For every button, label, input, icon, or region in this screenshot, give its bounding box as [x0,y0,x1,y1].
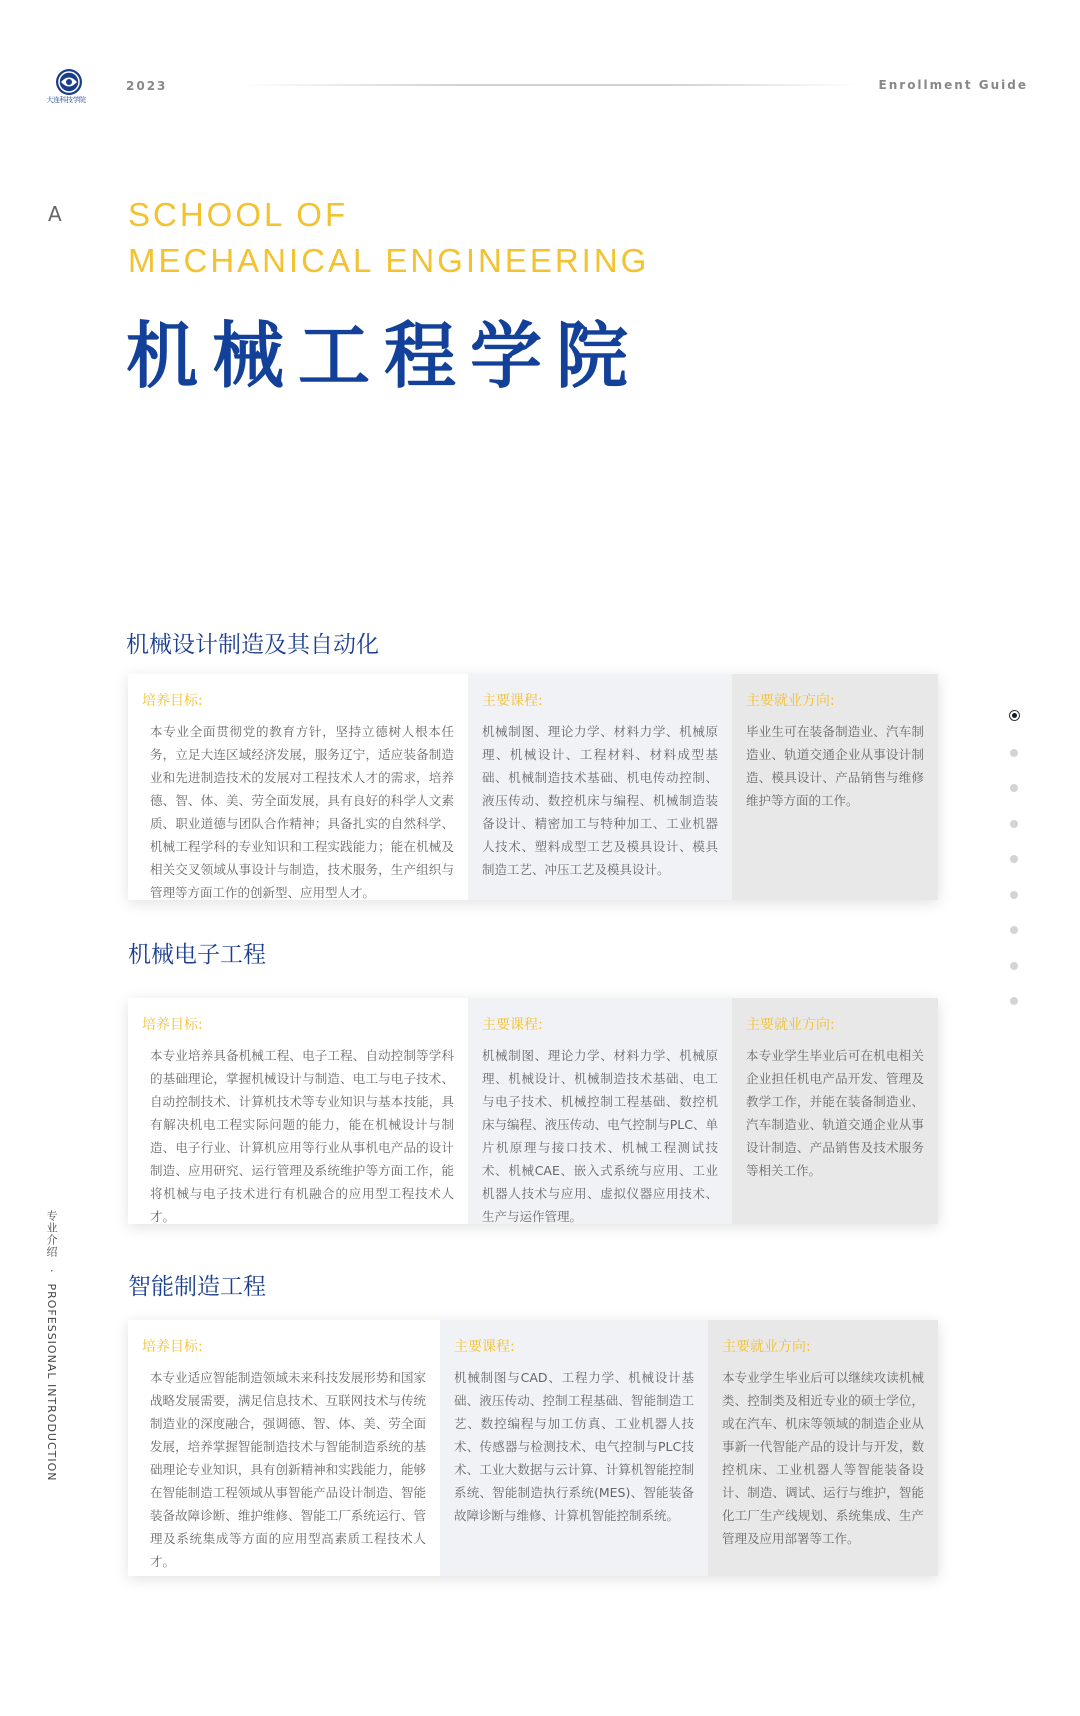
goal-text: 本专业适应智能制造领域未来科技发展形势和国家战略发展需要，满足信息技术、互联网技术与传统制造业的深度融合，强调德、智、体、美、劳全面发展，培养掌握智能制造技术与智能制造系统的基础理论专业知识，具有创新精神和实践能力，能够在智能制造工程领域从事智能产品设计制造、智能装备故障诊断、维护维修、智能工厂系统运行、管理及系统集成等方面的应用型高素质工程技术人才。 [150,1370,426,1569]
school-name-cn: 机械工程学院 [126,314,643,398]
school-name-en-line1: SCHOOL OF [128,196,349,233]
course-label: 主要课程: [454,1339,515,1355]
pager-dot[interactable] [1010,891,1018,899]
career-text: 毕业生可在装备制造业、汽车制造业、轨道交通企业从事设计制造、模具设计、产品销售与维修维护等方面的工作。 [746,724,924,808]
section-letter: A [48,202,62,226]
side-label-en: PROFESSIONAL INTRODUCTION [45,1283,58,1482]
logo-text: 大连科技学院 [46,96,86,104]
major-card [128,1320,938,1576]
pager-dot[interactable] [1010,749,1018,757]
career-text: 本专业学生毕业后可在机电相关企业担任机电产品开发、管理及教学工作，并能在装备制造业、汽车制造业、轨道交通企业从事设计制造、产品销售及技术服务等相关工作。 [746,1048,924,1178]
school-name-en-line2: MECHANICAL ENGINEERING [128,242,650,279]
header-divider [240,84,860,86]
pager-dot[interactable] [1010,926,1018,934]
course-column [468,998,732,1224]
goal-column [128,998,468,1224]
pager-dot[interactable] [1010,962,1018,970]
goal-text: 本专业全面贯彻党的教育方针，坚持立德树人根本任务，立足大连区域经济发展，服务辽宁，适应装备制造业和先进制造技术的发展对工程技术人才的需求，培养德、智、体、美、劳全面发展，具有良好的科学人文素质、职业道德与团队合作精神；具备扎实的自然科学、机械工程学科的专业知识和工程实践能力；能在机械及相关交叉领域从事设计与制造，技术服务，生产组织与管理等方面工作的创新型、应用型人才。 [150,724,454,900]
career-column [708,1320,938,1576]
goal-label: 培养目标: [142,1339,203,1355]
pager-dot[interactable] [1010,855,1018,863]
year-label: 2023 [126,79,168,93]
goal-column [128,674,468,900]
career-label: 主要就业方向: [746,1017,835,1033]
pager-dot[interactable] [1010,784,1018,792]
career-column [732,998,938,1224]
career-label: 主要就业方向: [746,693,835,709]
page-indicator [1008,710,1020,1033]
course-column [468,674,732,900]
goal-text: 本专业培养具备机械工程、电子工程、自动控制等学科的基础理论，掌握机械设计与制造、电工与电子技术、自动控制技术、计算机技术等专业知识与基本技能，具有解决机电工程实际问题的能力，能在机械设计与制造、电子行业、计算机应用等行业从事机电产品的设计制造、应用研究、运行管理及系统维护等方面工作，能将机械与电子技术进行有机融合的应用型工程技术人才。 [150,1048,454,1224]
pager-dot-active[interactable] [1009,710,1020,721]
career-column [732,674,938,900]
goal-label: 培养目标: [142,1017,203,1033]
pager-dot[interactable] [1010,997,1018,1005]
goal-label: 培养目标: [142,693,203,709]
career-label: 主要就业方向: [722,1339,811,1355]
side-section-label [43,1210,59,1482]
side-label-sep: · [45,1268,58,1273]
goal-column [128,1320,440,1576]
pager-dot[interactable] [1010,820,1018,828]
course-column [440,1320,708,1576]
course-text: 机械制图、理论力学、材料力学、机械原理、机械设计、机械制造技术基础、电工与电子技术、机械控制工程基础、数控机床与编程、液压传动、电气控制与PLC、单片机原理与接口技术、机械工程测试技术、机械CAE、嵌入式系统与应用、工业机器人技术与应用、虚拟仪器应用技术、生产与运作管理。 [482,1048,718,1224]
course-text: 机械制图与CAD、工程力学、机械设计基础、液压传动、控制工程基础、智能制造工艺、数控编程与加工仿真、工业机器人技术、传感器与检测技术、电气控制与PLC技术、工业大数据与云计算、计算机智能控制系统、智能制造执行系统(MES)、智能装备故障诊断与维修、计算机智能控制系统。 [454,1370,694,1523]
major-title: 智能制造工程 [128,1274,266,1300]
side-label-cn: 专业介绍 [45,1210,58,1258]
course-label: 主要课程: [482,1017,543,1033]
course-label: 主要课程: [482,693,543,709]
enrollment-guide-label: Enrollment Guide [878,78,1028,92]
major-card [128,998,938,1224]
major-title: 机械电子工程 [128,942,266,968]
career-text: 本专业学生毕业后可以继续攻读机械类、控制类及相近专业的硕士学位，或在汽车、机床等领域的制造企业从事新一代智能产品的设计与开发，数控机床、工业机器人等智能装备设计、制造、调试、运行与维护，智能化工厂生产线规划、系统集成、生产管理及应用部署等工作。 [722,1370,924,1546]
major-title: 机械设计制造及其自动化 [126,632,379,658]
course-text: 机械制图、理论力学、材料力学、机械原理、机械设计、工程材料、材料成型基础、机械制造技术基础、机电传动控制、液压传动、数控机床与编程、机械制造装备设计、精密加工与特种加工、工业机器人技术、塑料成型工艺及模具设计、模具制造工艺、冲压工艺及模具设计。 [482,724,718,877]
major-card [128,674,938,900]
